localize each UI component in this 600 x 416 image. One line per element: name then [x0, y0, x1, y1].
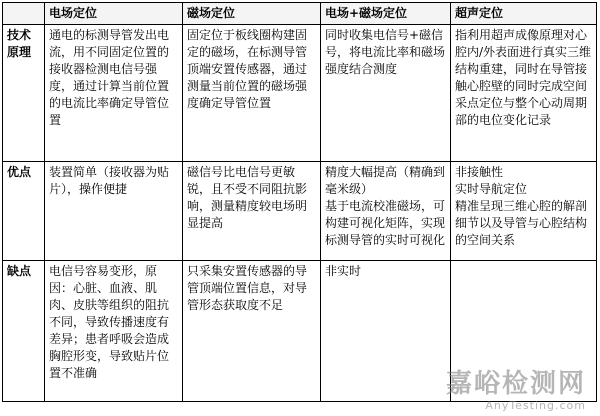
row-label-disadvantages: 缺点 [3, 261, 45, 402]
table-cell: 固定位于板线圈构建固定的磁场，在标测导管顶端安置传感器，通过测量当前位置的磁场强度确定导管位置 [183, 25, 321, 162]
table-row [3, 162, 597, 261]
table-cell: 指利用超声成像原理对心腔内/外表面进行真实三维结构重建，同时在导管接触心腔壁的同时完成空间采点定位与整个心动周期部的电位变化记录 [451, 25, 597, 162]
table-cell: 装置简单（接收器为贴片），操作便捷 [45, 162, 183, 261]
table-cell: 同时收集电信号+磁信号，将电流比率和磁场强度结合测度 [321, 25, 451, 162]
table-cell: 通电的标测导管发出电流，用不同固定位置的接收器检测电信号强度，通过计算当前位置的电流比率确定导管位置 [45, 25, 183, 162]
watermark-sub: AnyTesting.com [485, 399, 586, 412]
row-label-advantages: 优点 [3, 162, 45, 261]
header-electric-field: 电场定位 [45, 3, 183, 25]
header-electric-magnetic: 电场+磁场定位 [321, 3, 451, 25]
table-cell [451, 261, 597, 402]
header-magnetic-field: 磁场定位 [183, 3, 321, 25]
table-cell: 磁信号比电信号更敏锐，且不受不同阻抗影响，测量精度较电场明显提高 [183, 162, 321, 261]
watermark-main: 嘉峪检测网 [445, 369, 586, 399]
corner-cell [3, 3, 45, 25]
row-label-principle: 技术原理 [3, 25, 45, 162]
table-cell: 非接触性 实时导航定位 精准呈现三维心腔的解剖细节以及导管与心腔结构的空间关系 [451, 162, 597, 261]
header-row [3, 3, 597, 25]
table-cell: 只采集安置传感器的导管顶端位置信息，对导管形态获取度不足 [183, 261, 321, 402]
table-cell: 电信号容易变形，原因：心脏、血液、肌肉、皮肤等组织的阻抗不同，导致传播速度有差异；患者呼吸会造成胸腔形变，导致贴片位置不准确 [45, 261, 183, 402]
table-row [3, 25, 597, 162]
header-ultrasound: 超声定位 [451, 3, 597, 25]
table-cell: 非实时 [321, 261, 451, 402]
table-cell: 精度大幅提高（精确到毫米级） 基于电流校准磁场，可构建可视化矩阵，实现标测导管的实时可视化 [321, 162, 451, 261]
comparison-table [2, 2, 597, 402]
table-row [3, 261, 597, 402]
